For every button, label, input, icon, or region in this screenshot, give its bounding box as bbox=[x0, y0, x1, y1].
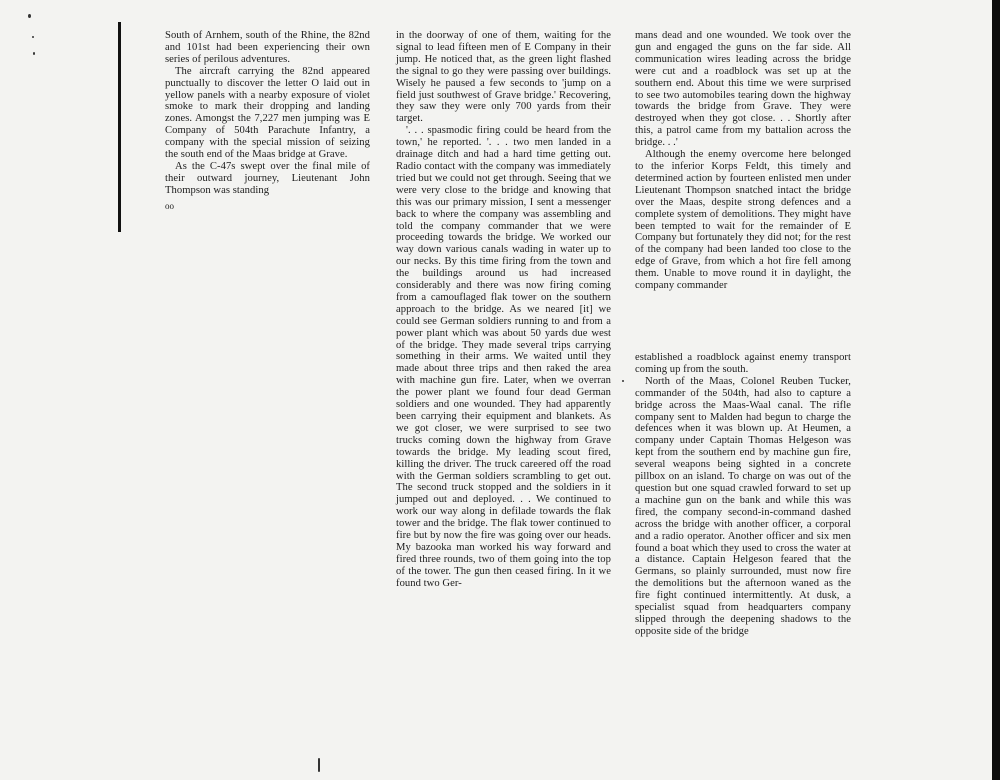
text-column-3-top bbox=[635, 30, 851, 292]
text-column-1 bbox=[165, 30, 370, 211]
paragraph: North of the Maas, Colonel Reuben Tucker, commander of the 504th, had also to capture a bridge across the Maas-Waal canal. The rifle company sent to Malden had begun to charge the defences when it was blown up. At Heumen, a company under Captain Thomas Helgeson was kept from the southern end by machine gun fire, several weapons being sighted in a concrete pillbox on an island. To charge on was out of the question but one squad crawled forward to set up a machine gun on the bank and while this was fired, the company second-in-command dashed across the bridge with another officer, a corporal and a radio operator. Another officer and six men found a boat which they used to cross the water at a distance. Captain Helgeson feared that the Germans, so plainly surrounded, must now fire the demolitions but the afternoon waned as the fire fight continued intermittently. At dusk, a specialist squad from headquarters company slipped through the deepening shadows to the opposite side of the bridge bbox=[635, 375, 851, 637]
scan-speck bbox=[32, 36, 34, 38]
scan-speck bbox=[28, 14, 31, 18]
paragraph: mans dead and one wounded. We took over the gun and engaged the guns on the far side. All communication wires leading across the bridge were cut and a roadblock was set up at the southern end. About this time we were surprised to see two automobiles tearing down the highway towards the bridge from Grave. They were destroyed when they got close. . . Shortly after this, a patrol came from my battalion across the bridge. . .' bbox=[635, 30, 851, 149]
scan-edge-shadow bbox=[992, 0, 1000, 780]
paragraph: established a roadblock against enemy transport coming up from the south. bbox=[635, 352, 851, 375]
scan-speck bbox=[318, 758, 320, 772]
text-column-2 bbox=[396, 30, 611, 590]
scan-speck bbox=[33, 52, 35, 55]
continuation-mark: oo bbox=[165, 200, 175, 211]
paragraph: Although the enemy overcome here belonged to the inferior Korps Feldt, this timely and determined action by fourteen enlisted men under Lieutenant Thompson snatched intact the bridge over the Maas, despite strong defences and a complete system of demolitions. They might have been tempted to wait for the remainder of E Company but fortunately they did not; for the rest of the company had been landed too close to the edge of Grave, from which a hot fire fell among them. Unable to move round it in daylight, the company commander bbox=[635, 149, 851, 292]
text-column-3-bottom bbox=[635, 352, 851, 638]
scan-speck bbox=[622, 380, 624, 382]
paragraph: As the C-47s swept over the final mile of their outward journey, Lieutenant John Thompson was standing bbox=[165, 160, 370, 196]
paragraph: '. . . spasmodic firing could be heard from the town,' he reported. '. . . two men landed in a drainage ditch and had a hard time getting out. Radio contact with the company was immediately tried but we could not get through. Seeing that we were very close to the bridge and knowing that this was our primary mission, I sent a messenger back to where the company was assembling and told the company commander that we were proceeding towards the bridge. We worked our way down various canals wading in water up to our necks. By this time firing from the town and the buildings around us had increased considerably and there was now firing coming from a camouflaged flak tower on the southern approach to the bridge. As we neared [it] we could see German soldiers running to and from a power plant which was about 50 yards due west of the bridge. They made several trips carrying something in their arms. We waited until they made about three trips and then raked the area with machine gun fire. Later, when we overran the power plant we found four dead German soldiers and one wounded. They had apparently been carrying their equipment and blankets. As we got closer, we were surprised to see two trucks coming down the highway from Grave towards the bridge. My leading scout fired, killing the driver. The truck careered off the road with the German soldiers scrambling to get out. The second truck stopped and the soldiers in it jumped out and deployed. . . We continued to work our way along in defilade towards the flak tower and the bridge. The flak tower continued to fire but by now the fire was going over our heads. My bazooka man worked his way forward and fired three rounds, two of them going into the top of the tower. The gun then ceased firing. In it we found two Ger- bbox=[396, 125, 611, 589]
paragraph: South of Arnhem, south of the Rhine, the 82nd and 101st had been experiencing their own series of perilous adventures. bbox=[165, 30, 370, 65]
paragraph: in the doorway of one of them, waiting for the signal to lead fifteen men of E Company in their jump. He noticed that, as the green light flashed the signal to go they were passing over buildings. Wisely he paused a few seconds to 'jump on a field just southwest of Grave bridge.' Recovering, they saw they were only 700 yards from their target. bbox=[396, 30, 611, 125]
paragraph: The aircraft carrying the 82nd appeared punctually to discover the letter O laid out in yellow panels with a nearby exposure of violet smoke to mark their dropping and landing zones. Amongst the 7,227 men jumping was E Company of 504th Parachute Infantry, a company with the special mission of seizing the south end of the Maas bridge at Grave. bbox=[165, 65, 370, 161]
margin-marker-bar bbox=[118, 22, 121, 232]
